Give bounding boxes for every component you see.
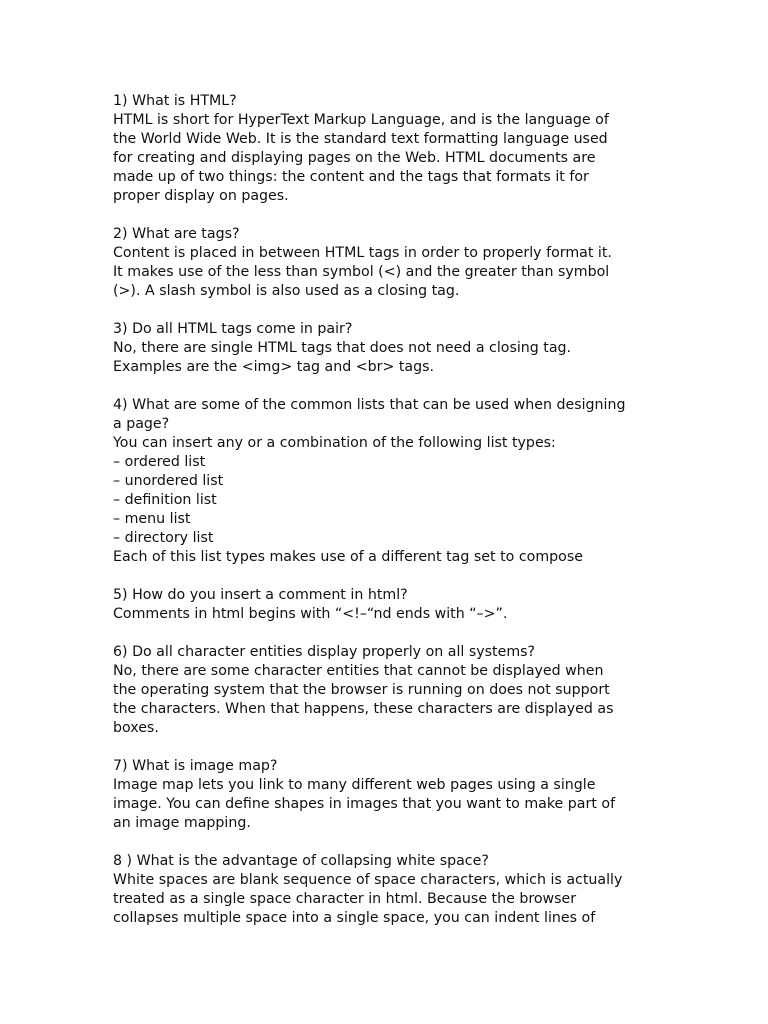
list-item: – unordered list <box>113 473 224 489</box>
list-item: – ordered list <box>113 454 206 470</box>
question-7: 7) What is image map? <box>113 758 278 774</box>
answer-line: No, there are single HTML tags that does not need a closing tag. <box>113 340 572 356</box>
answer-line: made up of two things: the content and the tags that formats it for <box>113 169 589 185</box>
answer-line: Content is placed in between HTML tags in order to properly format it. <box>113 245 612 261</box>
answer-line: the characters. When that happens, these characters are displayed as <box>113 701 614 717</box>
answer-line: an image mapping. <box>113 815 251 831</box>
list-item: – definition list <box>113 492 217 508</box>
answer-line: Comments in html begins with “<!–“nd ends with “–>”. <box>113 606 508 622</box>
question-4-continued: a page? <box>113 416 170 432</box>
answer-line: Examples are the <img> tag and <br> tags. <box>113 359 435 375</box>
question-6: 6) Do all character entities display properly on all systems? <box>113 644 536 660</box>
answer-line: collapses multiple space into a single space, you can indent lines of <box>113 910 596 926</box>
qa-section-7 <box>113 757 713 833</box>
answer-line: the operating system that the browser is running on does not support <box>113 682 610 698</box>
answer-line: image. You can define shapes in images that you want to make part of <box>113 796 616 812</box>
qa-section-6 <box>113 643 713 738</box>
qa-section-3 <box>113 320 713 377</box>
list-item: – menu list <box>113 511 191 527</box>
qa-section-1 <box>113 92 713 206</box>
question-1: 1) What is HTML? <box>113 93 237 109</box>
qa-section-2 <box>113 225 713 301</box>
answer-line: the World Wide Web. It is the standard text formatting language used <box>113 131 608 147</box>
question-3: 3) Do all HTML tags come in pair? <box>113 321 353 337</box>
answer-line: treated as a single space character in html. Because the browser <box>113 891 577 907</box>
question-2: 2) What are tags? <box>113 226 240 242</box>
qa-section-4 <box>113 396 713 567</box>
answer-line: White spaces are blank sequence of space characters, which is actually <box>113 872 623 888</box>
answer-line: Image map lets you link to many different web pages using a single <box>113 777 596 793</box>
document-page <box>113 92 713 947</box>
answer-line: No, there are some character entities that cannot be displayed when <box>113 663 604 679</box>
answer-line: proper display on pages. <box>113 188 289 204</box>
answer-line: It makes use of the less than symbol (<) and the greater than symbol <box>113 264 610 280</box>
answer-line: HTML is short for HyperText Markup Language, and is the language of <box>113 112 609 128</box>
answer-line: Each of this list types makes use of a different tag set to compose <box>113 549 583 565</box>
answer-line: (>). A slash symbol is also used as a closing tag. <box>113 283 460 299</box>
qa-section-8 <box>113 852 713 928</box>
answer-line: for creating and displaying pages on the Web. HTML documents are <box>113 150 596 166</box>
question-8: 8 ) What is the advantage of collapsing white space? <box>113 853 489 869</box>
question-5: 5) How do you insert a comment in html? <box>113 587 408 603</box>
answer-line: boxes. <box>113 720 159 736</box>
question-4: 4) What are some of the common lists that can be used when designing <box>113 397 626 413</box>
qa-section-5 <box>113 586 713 624</box>
list-item: – directory list <box>113 530 214 546</box>
answer-line: You can insert any or a combination of the following list types: <box>113 435 556 451</box>
